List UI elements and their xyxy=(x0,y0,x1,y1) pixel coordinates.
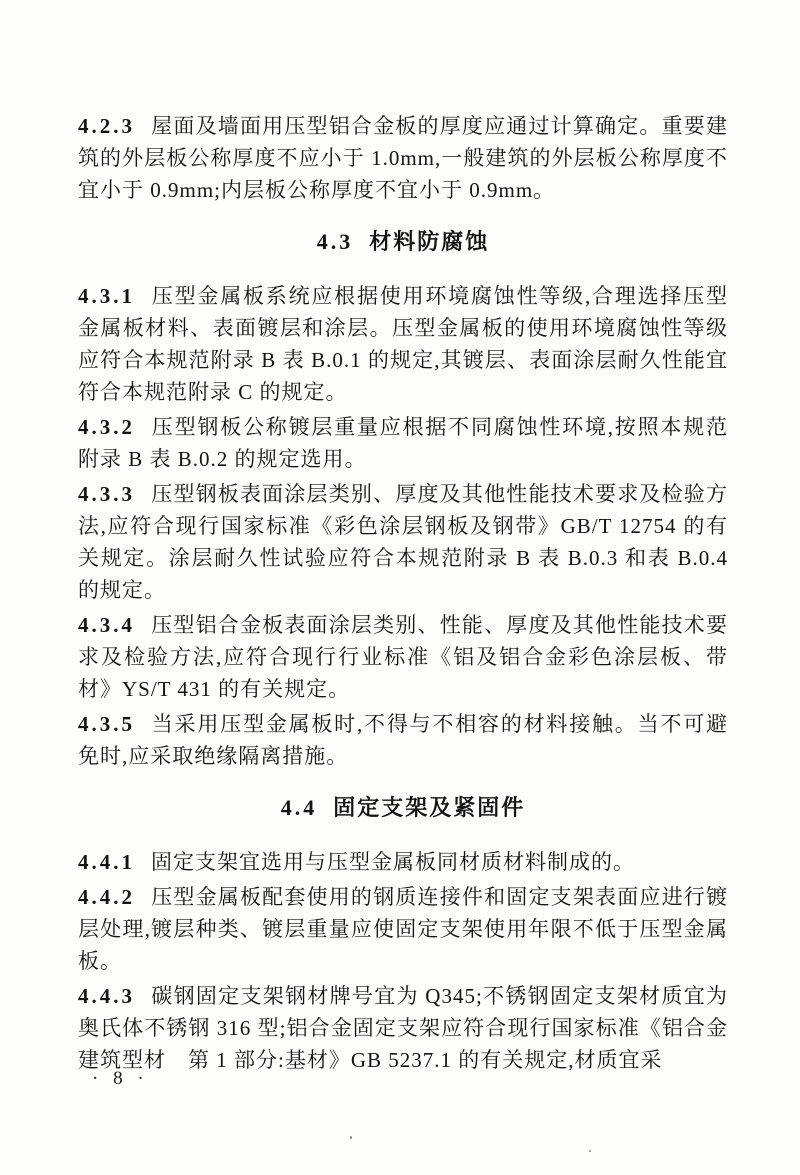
clause-number: 4.4.1 xyxy=(78,850,135,874)
section-number: 4.4 xyxy=(280,795,318,820)
scan-speck xyxy=(350,1136,352,1139)
clause-number: 4.3.3 xyxy=(78,482,135,506)
clause-text: 压型钢板公称镀层重量应根据不同腐蚀性环境,按照本规范附录 B 表 B.0.2 的规定选用。 xyxy=(78,415,728,471)
clause-text: 压型金属板系统应根据使用环境腐蚀性等级,合理选择压型金属板材料、表面镀层和涂层。压型金属板的使用环境腐蚀性等级应符合本规范附录 B 表 B.0.1 的规定,其镀层、表面涂层耐久性能宜符合本规范附录 C 的规定。 xyxy=(78,284,728,404)
clause-number: 4.3.2 xyxy=(78,415,135,439)
clause-4-3-1 xyxy=(78,280,728,408)
scan-speck xyxy=(589,1150,591,1152)
clause-text: 压型钢板表面涂层类别、厚度及其他性能技术要求及检验方法,应符合现行国家标准《彩色涂层钢板及钢带》GB/T 12754 的有关规定。涂层耐久性试验应符合本规范附录 B 表 B.0.3 和表 B.0.4 的规定。 xyxy=(78,482,728,602)
clause-4-3-2 xyxy=(78,411,728,475)
clause-4-3-3 xyxy=(78,478,728,606)
section-title: 材料防腐蚀 xyxy=(369,229,490,254)
clause-4-4-2 xyxy=(78,881,728,977)
page-number: · 8 · xyxy=(92,1068,149,1089)
clause-4-4-3 xyxy=(78,980,728,1076)
clause-4-3-5 xyxy=(78,708,728,772)
clause-number: 4.3.5 xyxy=(78,712,135,736)
clause-text: 压型铝合金板表面涂层类别、性能、厚度及其他性能技术要求及检验方法,应符合现行行业标准《铝及铝合金彩色涂层板、带材》YS/T 431 的有关规定。 xyxy=(78,613,728,701)
clause-number: 4.4.2 xyxy=(78,885,135,909)
section-title: 固定支架及紧固件 xyxy=(333,795,526,820)
clause-text: 压型金属板配套使用的钢质连接件和固定支架表面应进行镀层处理,镀层种类、镀层重量应使固定支架使用年限不低于压型金属板。 xyxy=(78,885,728,973)
clause-number: 4.3.4 xyxy=(78,613,135,637)
clause-text: 当采用压型金属板时,不得与不相容的材料接触。当不可避免时,应采取绝缘隔离措施。 xyxy=(78,712,728,768)
clause-number: 4.4.3 xyxy=(78,984,135,1008)
clause-4-3-4 xyxy=(78,609,728,705)
clause-text: 碳钢固定支架钢材牌号宜为 Q345;不锈钢固定支架材质宜为奥氏体不锈钢 316 型;铝合金固定支架应符合现行国家标准《铝合金建筑型材 第 1 部分:基材》GB 5237.1 的有关规定,材质宜采 xyxy=(78,984,728,1072)
clause-number: 4.3.1 xyxy=(78,284,135,308)
section-number: 4.3 xyxy=(316,229,354,254)
clause-number: 4.2.3 xyxy=(78,114,135,138)
section-heading-4-4 xyxy=(78,793,728,823)
clause-4-2-3 xyxy=(78,110,728,206)
clause-text: 固定支架宜选用与压型金属板同材质材料制成的。 xyxy=(151,850,635,874)
clause-text: 屋面及墙面用压型铝合金板的厚度应通过计算确定。重要建筑的外层板公称厚度不应小于 1.0mm,一般建筑的外层板公称厚度不宜小于 0.9mm;内层板公称厚度不宜小于 0.9mm。 xyxy=(78,114,728,202)
document-body xyxy=(78,110,728,1079)
section-heading-4-3 xyxy=(78,227,728,257)
clause-4-4-1 xyxy=(78,846,728,878)
